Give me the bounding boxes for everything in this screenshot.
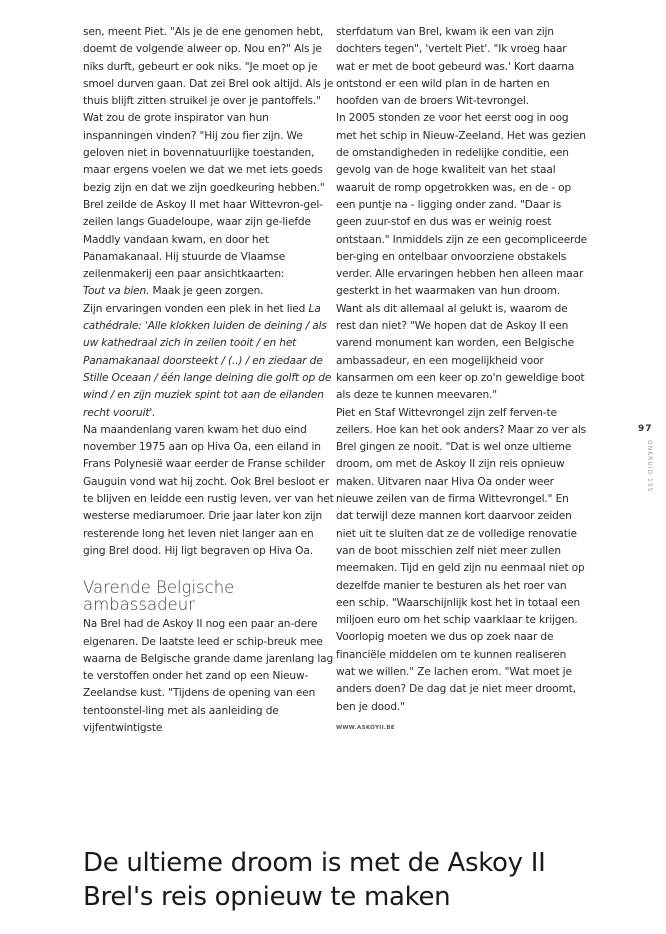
right-column [336, 24, 588, 737]
paragraph: In 2005 stonden ze voor het eerst oog in oog met het schip in Nieuw-Zeeland. Het was gezien de omstandigheden in redelijke conditie, een gevolg van de hoge kwaliteit van het staal waaruit de romp opgetrokken was, en de - op een puntje na - ligging onder zand. "Daar is geen zuur-stof en dus was er weinig roest ontstaan." Inmiddels zijn ze een gecompliceerde ber-ging en ontelbaar onvoorziene obstakels verder. Alle ervaringen hebben hen alleen maar gesterkt in het waarmaken van hun droom. Want als dit allemaal al gelukt is, waarom de rest dan niet? "We hopen dat de Askoy II een varend monument kan worden, een Belgische ambassadeur, en een mogelijkheid voor kansarmen om een keer op zo'n geweldige boot als deze te kunnen meevaren." [336, 112, 588, 402]
song-title: La cathédrale [83, 302, 321, 333]
paragraph: Piet en Staf Wittevrongel zijn zelf ferven-te zeilers. Hoe kan het ook anders? Maar zo ver als Brel gingen ze nooit. "Dat is wel onze ultieme droom, om met de Askoy II zijn reis opnieuw maken. Uitvaren naar Hiva Oa onder weer nieuwe zeilen van de firma Wittevrongel." En dat terwijl deze mannen kort daarvoor zeiden niet uit te sluiten dat ze de volledige renovatie van de boot misschien zelf niet meer zullen meemaken. Tijd en geld zijn nu eenmaal niet op dezelfde manier te besturen als het roer van een schip. "Waarschijnlijk kost het in totaal een miljoen euro om het schip vaarklaar te krijgen. Voorlopig moeten we dus op zoek naar de financiële middelen om te kunnen realiseren wat we willen." Ze lachen erom. "Wat moet je anders doen? De dag dat je niet meer droomt, ben je dood." [336, 406, 586, 713]
paragraph: Zijn ervaringen vonden een plek in het lied La cathédrale: 'Alle klokken luiden de deining / als uw kathedraal zich in zeilen tooit / en het Panamakanaal doorsteekt / (..) / en ziedaar de Stille Oceaan / één lange deining die golft op de wind / en zijn muziek spint tot aan de eilanden recht vooruit'. [83, 302, 332, 419]
paragraph: Na Brel had de Askoy II nog een paar an-dere eigenaren. De laatste leed er schip-breuk mee waarna de Belgische grande dame jarenlang lag te verstoffen onder het zand op een Nieuw-Zeelandse kust. "Tijdens de opening van een tentoonstel-ling met als aanleiding de vijfentwintigste [83, 618, 334, 734]
publication-label: ONKRUID 155 [646, 440, 653, 493]
paragraph: sterfdatum van Brel, kwam ik een van zijn dochters tegen", 'vertelt Piet'. "Ik vroeg haar wat er met de boot gebeurd was.' Kort daarna ontstond er een wild plan in de harten en hoofden van de broers Wit-tevrongel. [336, 26, 575, 108]
pull-quote-headline: De ultieme droom is met de Askoy II Brel's reis opnieuw te maken [83, 848, 546, 912]
paragraph: Na maandenlang varen kwam het duo eind november 1975 aan op Hiva Oa, een eiland in Frans Polynesië waar eerder de Franse schilder Gauguin vond wat hij zocht. Ook Brel besloot er te blijven en leidde een rustig leven, ver van het westerse mediarumoer. Drie jaar later kon zijn resterende long het leven niet langer aan en ging Brel dood. Hij ligt begraven op Hiva Oa. [83, 423, 334, 557]
paragraph: sen, meent Piet. "Als je de ene genomen hebt, doemt de volgende alweer op. Nou en?" Als je niks durft, gebeurt er ook niks. "Je moet op je smoel durven gaan. Dat zei Brel ook altijd. Als je thuis blijft zitten struikel je over je pantoffels." [83, 26, 334, 108]
italic-quote: Tout va bien. [83, 285, 150, 298]
paragraph: Wat zou de grote inspirator van hun inspanningen vinden? "Hij zou fier zijn. We geloven niet in bovennatuurlijke toestanden, maar ergens voelen we dat we met iets goeds bezig zijn en dat we zijn goedkeuring hebben." [83, 112, 325, 194]
section-subheading: Varende Belgische ambassadeur [83, 578, 235, 615]
song-lyrics: : 'Alle klokken luiden de deining / als uw kathedraal zich in zeilen tooit / en het Panamakanaal doorsteekt / (..) / en ziedaar de Stille Oceaan / één lange deining die golft op de wind / en zijn muziek spint tot aan de eilanden recht vooruit'. [83, 320, 332, 419]
paragraph: Tout va bien. Maak je geen zorgen. [83, 285, 264, 298]
page-number: 97 [638, 424, 653, 434]
left-column [83, 24, 335, 737]
paragraph: Brel zeilde de Askoy II met haar Wittevron-gel-zeilen langs Guadeloupe, waar zijn ge-liefde Maddly vandaan kwam, en door het Panamakanaal. Hij stuurde de Vlaamse zeilenmakerij een paar ansichtkaarten: [83, 198, 323, 281]
website-link[interactable]: WWW.ASKOYII.BE [336, 724, 395, 731]
